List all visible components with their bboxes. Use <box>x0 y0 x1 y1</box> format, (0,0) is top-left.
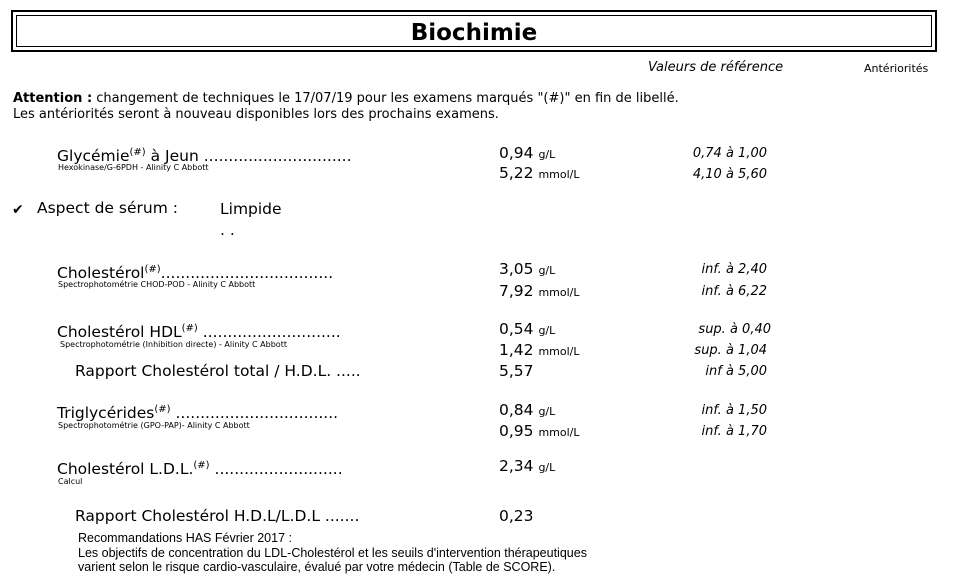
triglycerides-value-mmol: 0,95 mmol/L <box>499 422 580 440</box>
recommendations-line-1: Recommandations HAS Février 2017 : <box>78 531 292 545</box>
notice-line-2: Les antériorités seront à nouveau disponibles lors des prochains examens. <box>13 107 499 122</box>
cholesterol-label: Cholestérol(#)................................... <box>57 264 334 282</box>
cholesterol-ref-gl: inf. à 2,40 <box>701 262 767 277</box>
glycemie-method: Hexokinase/G-6PDH - Alinity C Abbott <box>58 163 209 172</box>
ratio-hdl-ldl-value: 0,23 <box>499 507 534 525</box>
glycemie-ref-gl: 0,74 à 1,00 <box>692 146 767 161</box>
glycemie-value-gl: 0,94 g/L <box>499 144 556 162</box>
aspect-label: Aspect de sérum : <box>37 199 178 217</box>
ratio-hdl-ldl-label: Rapport Cholestérol H.D.L/L.D.L ....... <box>75 507 360 525</box>
ldl-label: Cholestérol L.D.L.(#) .......................... <box>57 460 343 478</box>
hdl-ref-mmol: sup. à 1,04 <box>694 343 767 358</box>
triglycerides-method: Spectrophotométrie (GPO-PAP)- Alinity C Abbott <box>58 421 250 430</box>
triglycerides-ref-mmol: inf. à 1,70 <box>701 424 767 439</box>
triglycerides-ref-gl: inf. à 1,50 <box>701 403 767 418</box>
glycemie-label: Glycémie(#) à Jeun .............................. <box>57 147 352 165</box>
page-title: Biochimie <box>410 20 538 46</box>
aspect-value: Limpide <box>220 200 282 218</box>
recommendations-line-3: varient selon le risque cardio-vasculaire, évalué par votre médecin (Table de SCORE). <box>78 560 556 574</box>
ratio-total-hdl-ref: inf à 5,00 <box>705 364 767 379</box>
ratio-total-hdl-value: 5,57 <box>499 362 534 380</box>
cholesterol-value-gl: 3,05 g/L <box>499 260 556 278</box>
ldl-method: Calcul <box>58 477 83 486</box>
previous-results-header: Antériorités <box>864 62 929 75</box>
glycemie-value-mmol: 5,22 mmol/L <box>499 164 580 182</box>
ratio-total-hdl-label: Rapport Cholestérol total / H.D.L. ..... <box>75 362 361 380</box>
triglycerides-value-gl: 0,84 g/L <box>499 401 556 419</box>
recommendations-line-2: Les objectifs de concentration du LDL-Cholestérol et les seuils d'intervention thérapeutiques <box>78 545 587 560</box>
notice-line-1 <box>13 91 679 107</box>
check-icon: ✔ <box>12 202 24 218</box>
recommendations <box>78 531 587 575</box>
hdl-label: Cholestérol HDL(#) ............................ <box>57 323 341 341</box>
ldl-value-gl: 2,34 g/L <box>499 457 556 475</box>
glycemie-ref-mmol: 4,10 à 5,60 <box>692 167 767 182</box>
reference-values-header: Valeurs de référence <box>648 60 784 75</box>
hdl-method: Spectrophotométrie (Inhibition directe) - Alinity C Abbott <box>60 340 287 349</box>
hdl-value-mmol: 1,42 mmol/L <box>499 341 580 359</box>
triglycerides-label: Triglycérides(#) ................................. <box>57 404 339 422</box>
aspect-dots: . . <box>220 221 235 239</box>
notice-text: changement de techniques le 17/07/19 pour les examens marqués "(#)" en fin de libellé. <box>92 91 679 106</box>
cholesterol-ref-mmol: inf. à 6,22 <box>701 284 767 299</box>
title-box <box>11 10 937 52</box>
notice-bold: Attention : <box>13 91 93 106</box>
hdl-value-gl: 0,54 g/L <box>499 320 556 338</box>
hdl-ref-gl: sup. à 0,40 <box>698 322 771 337</box>
cholesterol-method: Spectrophotométrie CHOD-POD - Alinity C Abbott <box>58 280 256 289</box>
cholesterol-value-mmol: 7,92 mmol/L <box>499 282 580 300</box>
